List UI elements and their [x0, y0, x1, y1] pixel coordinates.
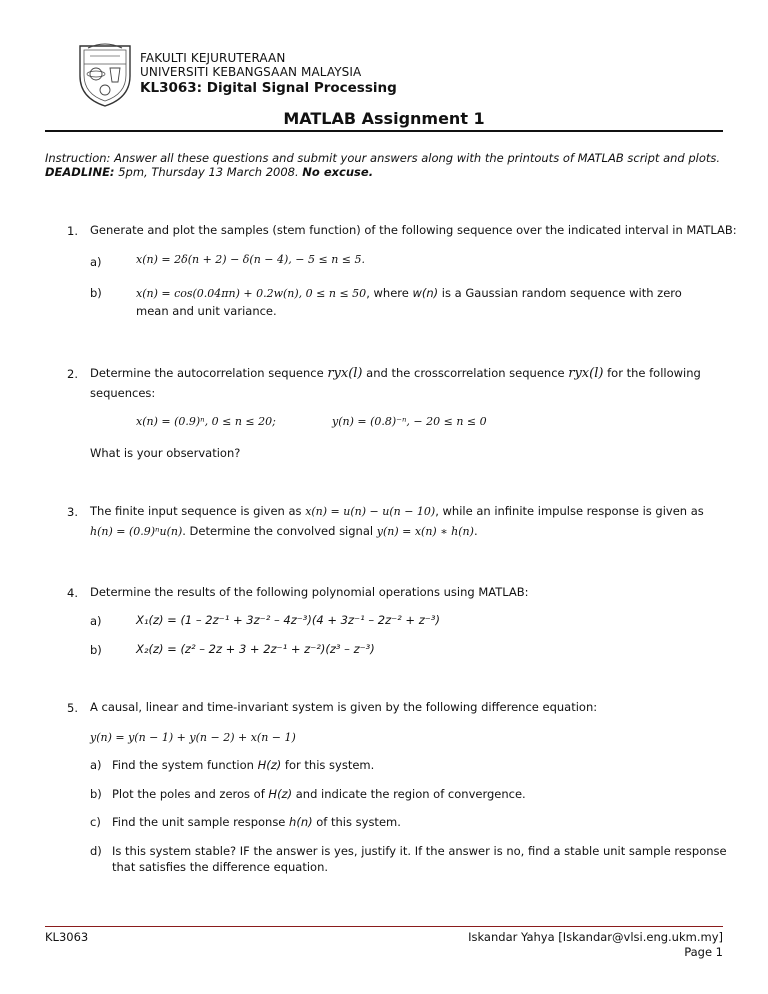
q2-text-4: sequences: — [90, 386, 156, 400]
q1b-text-3: mean and unit variance. — [136, 304, 277, 318]
q2-text-3: for the following — [603, 366, 701, 380]
q1b-wn: w(n) — [412, 286, 439, 300]
deadline-label: DEADLINE: — [45, 165, 115, 179]
q2-question: What is your observation? — [90, 446, 241, 460]
footer-course-code: KL3063 — [45, 930, 89, 944]
title-divider — [45, 130, 723, 132]
q4a-expression: X₁(z) = (1 – 2z⁻¹ + 3z⁻² – 4z⁻³)(4 + 3z⁻¹ – 2z⁻² + z⁻³) — [136, 613, 440, 627]
item-label: a) — [90, 255, 102, 269]
deadline-emphasis: No excuse. — [302, 165, 374, 179]
question-4-text: Determine the results of the following polynomial operations using MATLAB: — [90, 585, 529, 599]
q1b-text: , where — [366, 286, 413, 300]
q5-difference-equation: y(n) = y(n − 1) + y(n − 2) + x(n − 1) — [90, 731, 296, 744]
q5a-hz: H(z) — [257, 758, 282, 772]
question-3-line-2 — [90, 522, 730, 541]
q1b-equation: x(n) = cos(0.04πn) + 0.2w(n), 0 ≤ n ≤ 50 — [136, 287, 367, 300]
q5c-text: Find the unit sample response — [112, 815, 290, 829]
item-label: b) — [90, 643, 102, 657]
q5d-text-2: that satisfies the difference equation. — [112, 860, 329, 874]
footer-divider — [45, 926, 723, 927]
q5b-line — [112, 785, 526, 803]
q3-h-equation: h(n) = (0.9)ⁿu(n) — [90, 525, 183, 538]
q5b-text-2: and indicate the region of convergence. — [292, 787, 526, 801]
q5a-line — [112, 756, 374, 774]
q5b-hz: H(z) — [268, 787, 293, 801]
question-number: 1. — [67, 224, 78, 238]
instruction-text: Instruction: Answer all these questions and submit your answers along with the printouts of MATLAB script and plots. — [45, 151, 721, 165]
ukm-crest-icon — [76, 42, 134, 108]
question-number: 4. — [67, 586, 78, 600]
q1a-equation: x(n) = 2δ(n + 2) − δ(n − 4), − 5 ≤ n ≤ 5. — [136, 253, 365, 266]
q5c-line — [112, 813, 401, 831]
footer-author: Iskandar Yahya [Iskandar@vlsi.eng.ukm.my] — [468, 930, 723, 944]
q5c-text-2: of this system. — [312, 815, 401, 829]
question-5-text: A causal, linear and time-invariant system is given by the following difference equation: — [90, 700, 598, 714]
q2-autocorr-symbol: ryx(l) — [327, 366, 363, 381]
item-label: a) — [90, 758, 102, 772]
q3-y-equation: y(n) = x(n) ∗ h(n) — [376, 525, 474, 538]
item-label: b) — [90, 787, 102, 801]
question-3-line — [90, 502, 730, 521]
question-1-text: Generate and plot the samples (stem function) of the following sequence over the indicated interval in MATLAB: — [90, 223, 737, 237]
q3-text-4: . — [473, 524, 478, 538]
item-label: a) — [90, 614, 102, 628]
deadline-line — [45, 165, 373, 179]
q2-text-2: and the crosscorrelation sequence — [362, 366, 569, 380]
page-number: Page 1 — [684, 945, 723, 959]
page-title: MATLAB Assignment 1 — [283, 109, 485, 128]
faculty-name: FAKULTI KEJURUTERAAN — [140, 51, 286, 65]
q5d-text: Is this system stable? IF the answer is yes, justify it. If the answer is no, find a stable unit sample response — [112, 844, 727, 858]
q2-x-equation: x(n) = (0.9)ⁿ, 0 ≤ n ≤ 20; — [136, 415, 276, 428]
question-number: 5. — [67, 701, 78, 715]
q2-text: Determine the autocorrelation sequence — [90, 366, 328, 380]
q5a-text: Find the system function — [112, 758, 258, 772]
item-label: c) — [90, 815, 101, 829]
q5c-hn: h(n) — [289, 815, 313, 829]
item-label: b) — [90, 286, 102, 300]
question-number: 2. — [67, 367, 78, 381]
q3-text-3: . Determine the convolved signal — [182, 524, 377, 538]
q1b-text-2: is a Gaussian random sequence with zero — [438, 286, 682, 300]
q1b-line — [136, 284, 736, 303]
q5b-text: Plot the poles and zeros of — [112, 787, 269, 801]
item-label: d) — [90, 844, 102, 858]
q2-y-equation: y(n) = (0.8)⁻ⁿ, − 20 ≤ n ≤ 0 — [332, 415, 487, 428]
deadline-value: 5pm, Thursday 13 March 2008. — [114, 165, 303, 179]
q3-text-2: , while an infinite impulse response is given as — [435, 504, 704, 518]
q2-crosscorr-symbol: ryx(l) — [568, 366, 604, 381]
q5a-text-2: for this system. — [281, 758, 375, 772]
question-2-line — [90, 364, 730, 383]
question-number: 3. — [67, 505, 78, 519]
course-title: KL3063: Digital Signal Processing — [140, 80, 397, 96]
q3-x-equation: x(n) = u(n) − u(n − 10) — [305, 505, 436, 518]
q4b-expression: X₂(z) = (z² – 2z + 3 + 2z⁻¹ + z⁻²)(z³ – z⁻³) — [136, 642, 375, 656]
q3-text: The finite input sequence is given as — [90, 504, 306, 518]
university-name: UNIVERSITI KEBANGSAAN MALAYSIA — [140, 65, 362, 79]
